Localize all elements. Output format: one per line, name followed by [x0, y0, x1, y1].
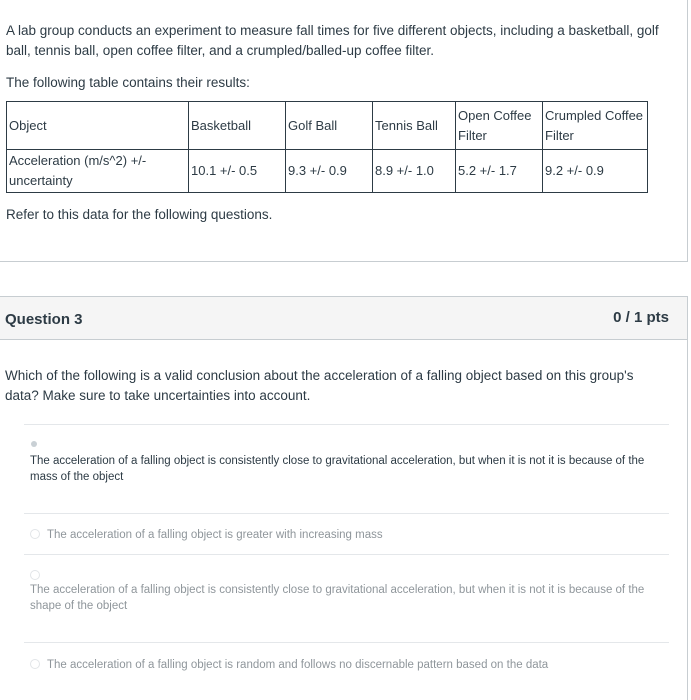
answer-divider	[24, 513, 669, 514]
intro-footer: Refer to this data for the following questions.	[6, 207, 273, 222]
table-header-cell: Object	[7, 102, 189, 150]
table-row	[7, 150, 648, 193]
table-cell: 10.1 +/- 0.5	[189, 150, 286, 193]
table-header-cell: Tennis Ball	[373, 102, 456, 150]
table-header-cell: Basketball	[189, 102, 286, 150]
answer-option-2[interactable]: The acceleration of a falling object is greater with increasing mass	[47, 529, 383, 541]
question-text: Which of the following is a valid conclusion about the acceleration of a falling object based on this group's data? Make sure to take uncertainties into account.	[5, 368, 634, 403]
answer-divider	[24, 642, 669, 643]
table-cell: 9.2 +/- 0.9	[543, 150, 648, 193]
experiment-description: A lab group conducts an experiment to measure fall times for five different objects, including a basketball, golf ball, tennis ball, open coffee filter, and a crumpled/balled-up coffee filter.	[6, 23, 659, 58]
answer-divider	[24, 554, 669, 555]
answer-radio[interactable]	[30, 659, 40, 669]
answer-radio[interactable]	[30, 529, 40, 539]
table-cell: Acceleration (m/s^2) +/- uncertainty	[7, 150, 189, 193]
table-header-cell: Crumpled Coffee Filter	[543, 102, 648, 150]
question-header	[0, 297, 687, 340]
intro-card	[0, 0, 688, 262]
results-table	[6, 101, 648, 193]
table-header-row	[7, 102, 648, 150]
question-title: Question 3	[5, 311, 83, 328]
table-cell: 9.3 +/- 0.9	[286, 150, 373, 193]
answer-radio-selected[interactable]	[31, 441, 37, 447]
question-points: 0 / 1 pts	[613, 309, 669, 326]
table-header-cell: Golf Ball	[286, 102, 373, 150]
answer-radio[interactable]	[30, 570, 40, 580]
table-cell: 5.2 +/- 1.7	[456, 150, 543, 193]
answer-divider	[24, 424, 669, 425]
question-card	[0, 296, 688, 700]
answer-option-3[interactable]: The acceleration of a falling object is consistently close to gravitational acceleration, but when it is not it is because of the shape of the object	[30, 584, 645, 612]
table-caption: The following table contains their results:	[6, 75, 250, 90]
answer-option-4[interactable]: The acceleration of a falling object is random and follows no discernable pattern based on the data	[47, 659, 549, 671]
table-cell: 8.9 +/- 1.0	[373, 150, 456, 193]
table-header-cell: Open Coffee Filter	[456, 102, 543, 150]
answer-option-1[interactable]: The acceleration of a falling object is consistently close to gravitational acceleration, but when it is not it is because of the mass of the object	[30, 455, 645, 483]
